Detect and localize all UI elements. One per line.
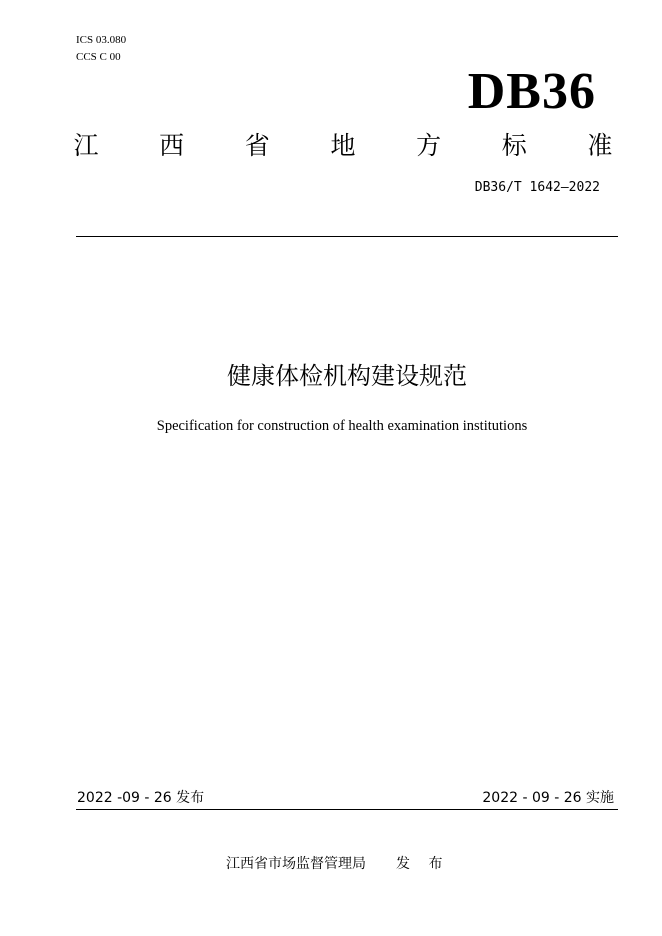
top-divider — [76, 236, 618, 237]
standard-type-char: 省 — [244, 131, 270, 160]
ics-code: ICS 03.080 — [76, 34, 127, 46]
standard-type-char: 地 — [330, 131, 356, 160]
bottom-divider — [76, 809, 618, 810]
standard-type-char: 西 — [159, 131, 185, 160]
standard-type-char: 方 — [416, 131, 442, 160]
issuer-name: 江西省市场监督管理局 — [226, 856, 366, 872]
standard-type-char: 标 — [501, 131, 527, 160]
standard-type-char: 江 — [73, 131, 99, 160]
document-title-zh: 健康体检机构建设规范 — [227, 362, 467, 390]
issue-date: 2022 -09 - 26 发布 — [77, 790, 205, 806]
ccs-code: CCS C 00 — [76, 51, 121, 63]
document-title-en: Specification for construction of health examination institutions — [156, 418, 528, 434]
standard-type-heading — [70, 126, 616, 162]
standard-type-char: 准 — [587, 131, 613, 160]
standard-number: DB36/T 1642—2022 — [474, 180, 600, 195]
issuer-line — [226, 854, 449, 874]
implementation-date: 2022 - 09 - 26 实施 — [482, 790, 614, 806]
issuer-action: 发 布 — [396, 856, 450, 872]
standard-code-mark: DB36 — [467, 63, 596, 120]
